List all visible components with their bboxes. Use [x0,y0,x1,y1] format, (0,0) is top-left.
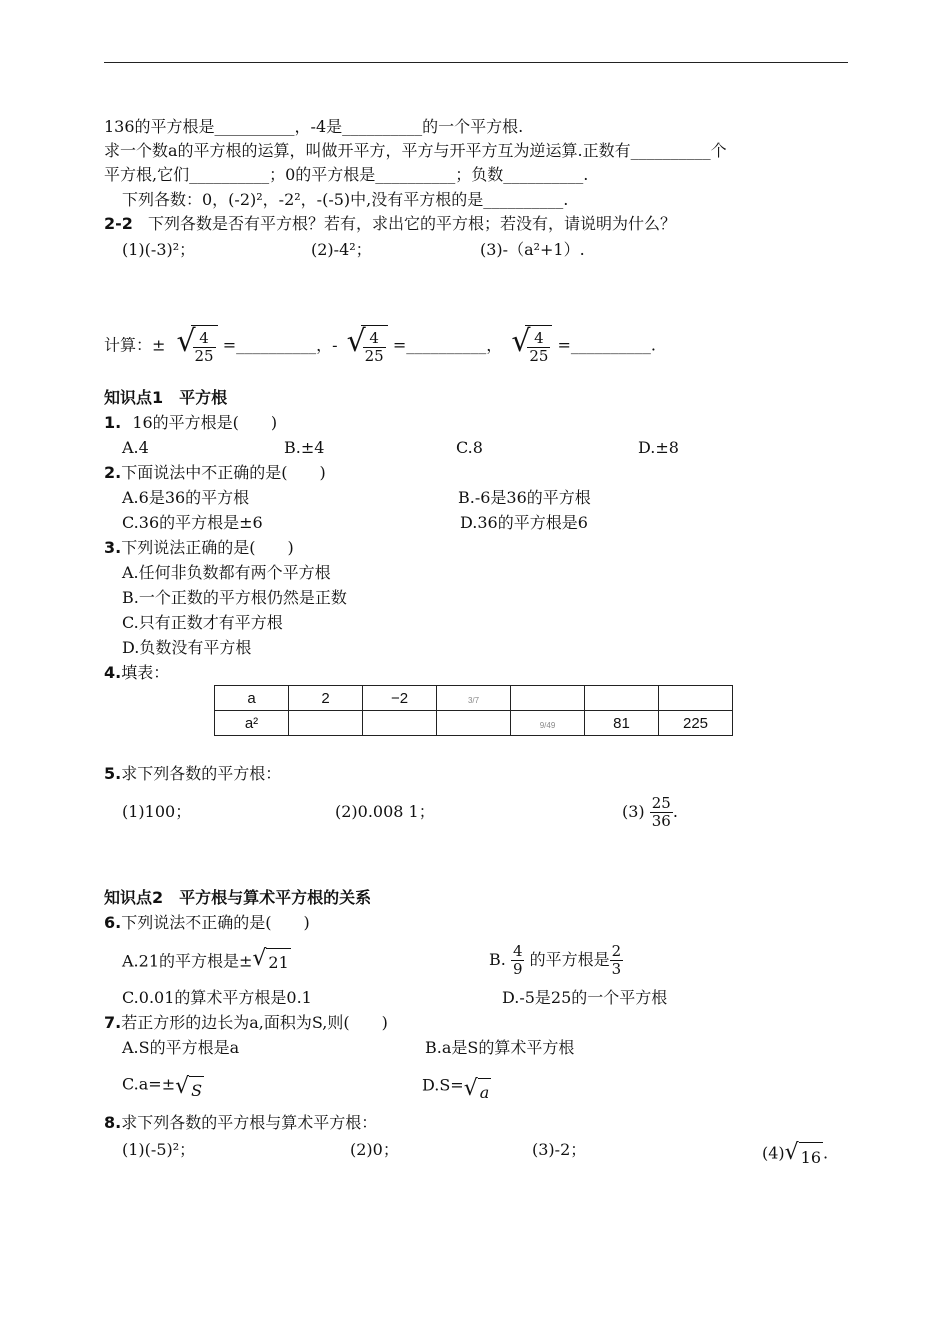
item-2: (2)0.008 1； [335,802,435,821]
option-c: C.8 [456,438,483,457]
question-4 [104,663,169,683]
sqrt-16: √ 16 [785,1142,823,1172]
option-d [422,1066,491,1106]
table-cell[interactable] [363,711,437,736]
fraction-denominator: 3 [611,960,622,978]
sqrt-s: √ S [175,1076,204,1104]
fraction-numerator: 4 [363,330,386,348]
option-c: C.36的平方根是±6 [122,513,263,532]
option-c: C.0.01的算术平方根是0.1 [122,988,312,1007]
option-text: C.a=± [122,1074,176,1094]
question-number: 5. [104,764,122,783]
question-stem: 求下列各数的平方根与算术平方根： [121,1113,378,1132]
question-stem: 下面说法中不正确的是( ) [121,463,326,482]
question-2-2 [104,214,676,234]
question-number: 2-2 [104,214,133,233]
table-cell[interactable]: 225 [659,711,733,736]
question-stem: 求下列各数的平方根： [121,764,282,783]
sqrt-21: √ 21 [252,948,290,976]
fraction-numerator: 4 [512,942,523,960]
item-2: (2)0； [350,1140,399,1159]
option-c [122,1066,204,1104]
table-cell[interactable]: 81 [585,711,659,736]
table-cell[interactable] [511,711,585,736]
radicand: a [478,1078,492,1106]
item-3: (3)-2； [532,1140,587,1159]
table-cell[interactable]: a² [215,711,289,736]
option-text: 的平方根是 [529,950,610,969]
question-3 [104,538,294,558]
item-4 [762,1136,828,1172]
item-1: (1)100； [122,802,192,821]
question-number: 7. [104,1013,122,1032]
table-row [215,711,733,736]
option-d: D.负数没有平方根 [122,638,252,657]
option-b: B.-6是36的平方根 [458,488,591,507]
calc-eq-1: =__________，- [222,335,338,355]
fraction-denominator: 25 [529,347,549,365]
item-1: (1)(-3)²； [122,240,196,259]
option-a: A.S的平方根是a [122,1038,240,1057]
option-b: B.±4 [284,438,325,457]
calc-eq-2: =__________， [392,335,503,355]
section-title-1: 知识点1 平方根 [104,388,228,407]
question-6 [104,913,310,933]
item-label: (4) [762,1143,785,1163]
question-136: 136的平方根是__________，-4是__________的一个平方根. [104,117,524,136]
radicand: S [189,1076,204,1104]
radicand: 21 [266,948,290,976]
fraction-numerator: 2 [611,942,622,960]
question-stem: 下列说法正确的是( ) [121,538,294,557]
small-fraction: 3/7 [467,695,480,705]
question-number: 4. [104,663,122,682]
sqrt-fraction-3: √ $\frac{4}{25}$ [511,325,552,367]
sqrt-fraction-1: √ $\frac{4}{25}$ [177,325,218,367]
header-rule [104,62,848,63]
option-a [122,948,291,976]
option-a: A.4 [122,438,149,457]
table-cell[interactable] [585,686,659,711]
option-d: D.-5是25的一个平方根 [502,988,668,1007]
fraction-denominator: 36 [651,812,671,830]
option-a: A.6是36的平方根 [122,488,250,507]
sqrt-fraction-2: √ $\frac{4}{25}$ [347,325,388,367]
question-number: 6. [104,913,122,932]
question-1 [104,413,277,433]
table-cell[interactable]: −2 [363,686,437,711]
table-cell[interactable] [659,686,733,711]
item-3: (3)-（a²+1）. [480,240,585,259]
fraction-numerator: 25 [651,794,671,812]
option-d: D.36的平方根是6 [460,513,588,532]
item-1: (1)(-5)²； [122,1140,196,1159]
option-d: D.±8 [638,438,679,457]
question-stem: 下列各数是否有平方根？若有，求出它的平方根；若没有，请说明为什么？ [148,214,677,233]
option-c: C.只有正数才有平方根 [122,613,283,632]
question-stem: 下列说法不正确的是( ) [121,913,310,932]
table-cell[interactable]: a [215,686,289,711]
item-end: . [672,802,678,821]
question-number: 1. [104,413,122,432]
calc-eq-3: =__________. [557,335,657,355]
question-8 [104,1113,377,1133]
calc-lead: 计算：± [104,335,166,355]
table-cell[interactable] [437,711,511,736]
section-title-2: 知识点2 平方根与算术平方根的关系 [104,888,372,907]
definition-line-1: 求一个数a的平方根的运算，叫做开平方，平方与开平方互为逆运算.正数有__________个 [104,141,727,160]
question-stem: 若正方形的边长为a,面积为S,则( ) [121,1013,388,1032]
calc-line [104,325,656,367]
fraction-denominator: 25 [194,347,214,365]
question-7 [104,1013,388,1033]
table-cell[interactable] [511,686,585,711]
small-fraction: 9/49 [539,720,556,730]
table-row [215,686,733,711]
item-label: (3) [622,802,645,821]
item-3 [622,792,678,832]
table-cell[interactable]: 2 [289,686,363,711]
option-text: D.S= [422,1075,464,1095]
fraction-numerator: 4 [193,330,216,348]
sqrt-a: √ a [464,1078,492,1106]
option-b [489,938,623,982]
question-stem: 16的平方根是( ) [132,413,278,432]
question-5 [104,764,281,784]
table-cell[interactable] [289,711,363,736]
fill-table [214,685,733,736]
question-number: 8. [104,1113,122,1132]
item-2: (2)-4²； [311,240,372,259]
item-end: . [823,1143,829,1163]
radicand: 16 [799,1142,823,1172]
table-cell[interactable] [437,686,511,711]
question-number: 2. [104,463,122,482]
definition-line-2: 平方根,它们__________；0的平方根是__________；负数__________. [104,165,589,184]
fraction-numerator: 4 [527,330,550,348]
option-a: A.任何非负数都有两个平方根 [122,563,331,582]
option-b: B.一个正数的平方根仍然是正数 [122,588,347,607]
fraction-denominator: 25 [364,347,384,365]
option-text: A.21的平方根是± [122,951,253,971]
option-label: B. [489,950,506,969]
question-stem: 填表： [121,663,170,682]
option-b: B.a是S的算术平方根 [425,1038,575,1057]
question-number: 3. [104,538,122,557]
fraction-denominator: 9 [512,960,523,978]
question-2 [104,463,326,483]
question-no-root: 下列各数：0，(-2)²，-2²，-(-5)中,没有平方根的是__________. [122,190,569,209]
